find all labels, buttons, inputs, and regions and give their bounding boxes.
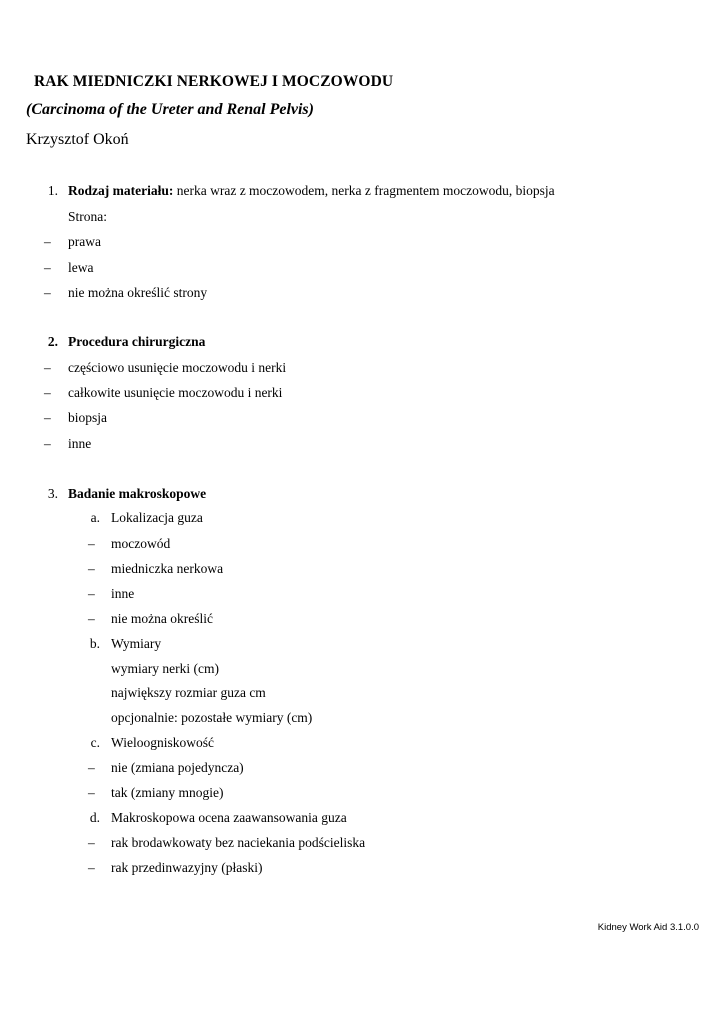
list-item-text: rak brodawkowaty bez naciekania podścieliska (111, 835, 366, 850)
list-item-text: lewa (68, 260, 94, 275)
section-heading: Rodzaj materiału: (68, 183, 174, 198)
list-item-text: biopsja (68, 410, 107, 425)
subsection-label: Makroskopowa ocena zaawansowania guza (111, 810, 347, 825)
dash-bullet: – (44, 260, 51, 275)
section-number: 2. (47, 334, 58, 349)
dash-bullet: – (88, 536, 95, 551)
list-item-text: miedniczka nerkowa (111, 561, 224, 576)
section-heading-rest: nerka wraz z moczowodem, nerka z fragmentem moczowodu, biopsja (173, 183, 555, 198)
subsection-letter: a. (90, 510, 100, 525)
dash-bullet: – (44, 360, 51, 375)
subsection-label: Wieloogniskowość (111, 735, 214, 750)
measurement-line: opcjonalnie: pozostałe wymiary (cm) (111, 710, 313, 725)
dash-bullet: – (88, 561, 95, 576)
dash-bullet: – (44, 436, 51, 451)
list-item-text: całkowite usunięcie moczowodu i nerki (68, 385, 283, 400)
dash-bullet: – (88, 611, 95, 626)
section-number: 1. (47, 183, 58, 198)
page-title: RAK MIEDNICZKI NERKOWEJ I MOCZOWODU (34, 73, 394, 90)
measurement-line: największy rozmiar guza cm (111, 685, 266, 700)
section-heading: Badanie makroskopowe (68, 486, 207, 501)
dash-bullet: – (88, 785, 95, 800)
list-item-text: nie (zmiana pojedyncza) (111, 760, 244, 775)
list-item-text: moczowód (111, 536, 171, 551)
list-item-text: inne (68, 436, 92, 451)
dash-bullet: – (44, 385, 51, 400)
list-item-text: nie można określić (111, 611, 213, 626)
dash-bullet: – (88, 835, 95, 850)
dash-bullet: – (88, 586, 95, 601)
subsection-label: Wymiary (111, 636, 162, 651)
list-item-text: częściowo usunięcie moczowodu i nerki (68, 360, 287, 375)
dash-bullet: – (44, 234, 51, 249)
measurement-line: wymiary nerki (cm) (111, 661, 219, 676)
dash-bullet: – (44, 410, 51, 425)
section-number: 3. (47, 486, 58, 501)
list-item-text: inne (111, 586, 135, 601)
section-heading-line (68, 183, 555, 199)
list-item-text: nie można określić strony (68, 285, 208, 300)
section-heading: Procedura chirurgiczna (68, 334, 206, 349)
subsection-label: Lokalizacja guza (111, 510, 203, 525)
dash-bullet: – (88, 760, 95, 775)
subsection-letter: d. (89, 810, 100, 825)
author: Krzysztof Okoń (26, 131, 129, 148)
dash-bullet: – (88, 860, 95, 875)
list-item-text: prawa (68, 234, 101, 249)
subsection-letter: c. (90, 735, 100, 750)
dash-bullet: – (44, 285, 51, 300)
subsection-letter: b. (89, 636, 100, 651)
page-subtitle: (Carcinoma of the Ureter and Renal Pelvis) (26, 101, 314, 118)
list-item-text: rak przedinwazyjny (płaski) (111, 860, 263, 875)
section-1-sub-label: Strona: (68, 209, 107, 224)
page-footer: Kidney Work Aid 3.1.0.0 (597, 922, 699, 933)
list-item-text: tak (zmiany mnogie) (111, 785, 224, 800)
